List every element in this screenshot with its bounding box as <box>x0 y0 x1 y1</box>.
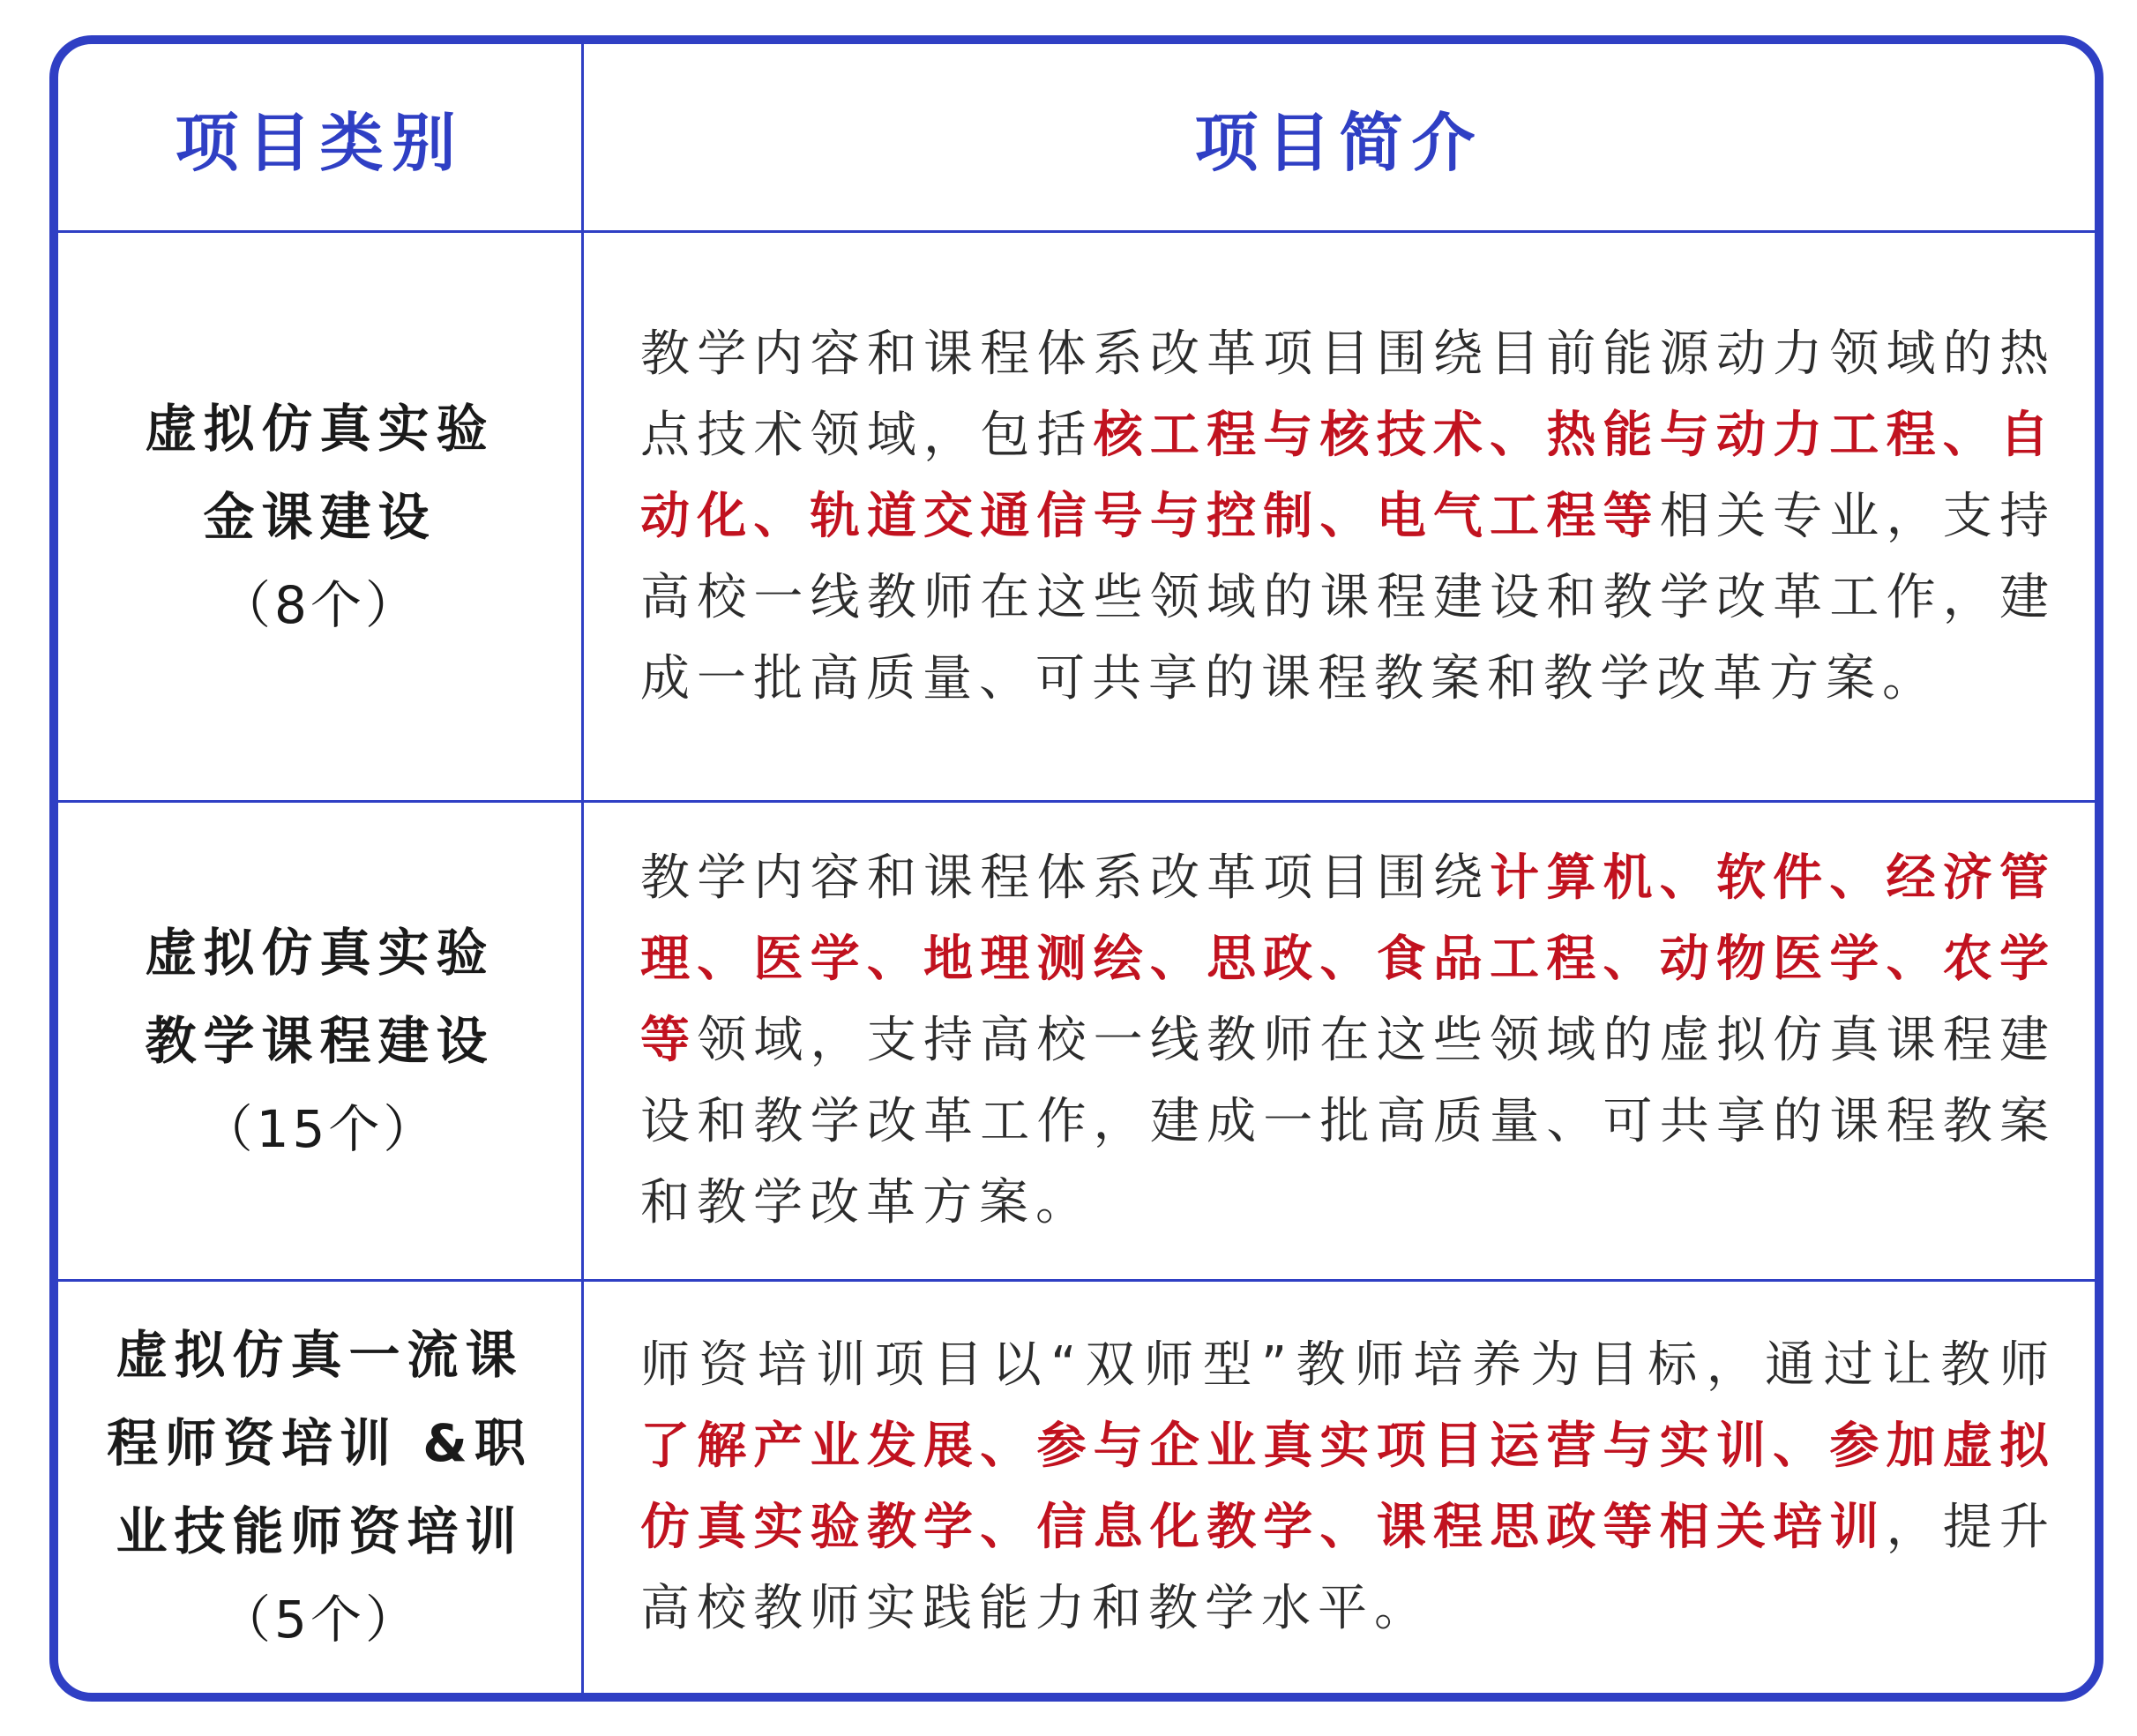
category-line: 虚拟仿真一流课 <box>116 1325 524 1385</box>
summary-outro: 领域，支持高校一线教师在这些领域的虚拟仿真课程建设和教学改革工作，建成一批高质量、可共享的课程教案和教学改革方案。 <box>640 1012 2057 1231</box>
summary-highlight: 计算机、软件、经济管理、医学、地理测绘、思政、食品工程、动物医学、农学等 <box>640 849 2057 1069</box>
category-cell-1 <box>58 233 584 803</box>
category-count: （8个） <box>220 574 420 635</box>
category-cell-2 <box>58 803 584 1282</box>
summary-text <box>640 1325 2056 1650</box>
header-summary-label: 项目简介 <box>1194 105 1484 180</box>
project-table <box>49 35 2103 1702</box>
category-line: 虚拟仿真实验 <box>145 923 495 983</box>
summary-highlight: 核工程与核技术、热能与动力工程、自动化、轨道交通信号与控制、电气工程等 <box>640 406 2057 545</box>
summary-outro: 相关专业，支持高校一线教师在这些领域的课程建设和教学改革工作，建成一批高质量、可共享的课程教案和教学改革方案。 <box>640 487 2057 707</box>
table-grid <box>58 44 2095 1693</box>
summary-cell-1 <box>584 233 2095 803</box>
category-line: 业技能师资培训 <box>116 1501 524 1561</box>
summary-cell-3 <box>584 1282 2095 1693</box>
category-count: （15个） <box>201 1099 438 1159</box>
category-count: （5个） <box>220 1590 420 1650</box>
header-category <box>58 44 584 233</box>
summary-cell-2 <box>584 803 2095 1282</box>
summary-text <box>640 838 2056 1244</box>
header-summary <box>584 44 2095 233</box>
summary-highlight: 了解产业发展、参与企业真实项目运营与实训、参加虚拟仿真实验教学、信息化教学、课程思政等相关培训 <box>640 1418 2056 1556</box>
summary-outro: ，提升高校教师实践能力和教学水平。 <box>640 1499 2057 1637</box>
summary-text <box>640 314 2056 720</box>
category-line: 程师资培训 &职 <box>107 1413 533 1473</box>
summary-intro: 教学内容和课程体系改革项目围绕目前能源动力领域的热点技术领域，包括 <box>640 325 2056 464</box>
category-line: 虚拟仿真实验 <box>145 398 495 459</box>
summary-intro: 教学内容和课程体系改革项目围绕 <box>640 849 1491 907</box>
header-category-label: 项目类别 <box>175 105 465 180</box>
category-line: 教学课程建设 <box>145 1011 495 1071</box>
summary-intro: 师资培训项目以“双师型”教师培养为目标，通过让教师 <box>640 1336 2056 1394</box>
category-cell-3 <box>58 1282 584 1693</box>
category-line: 金课建设 <box>203 486 437 547</box>
